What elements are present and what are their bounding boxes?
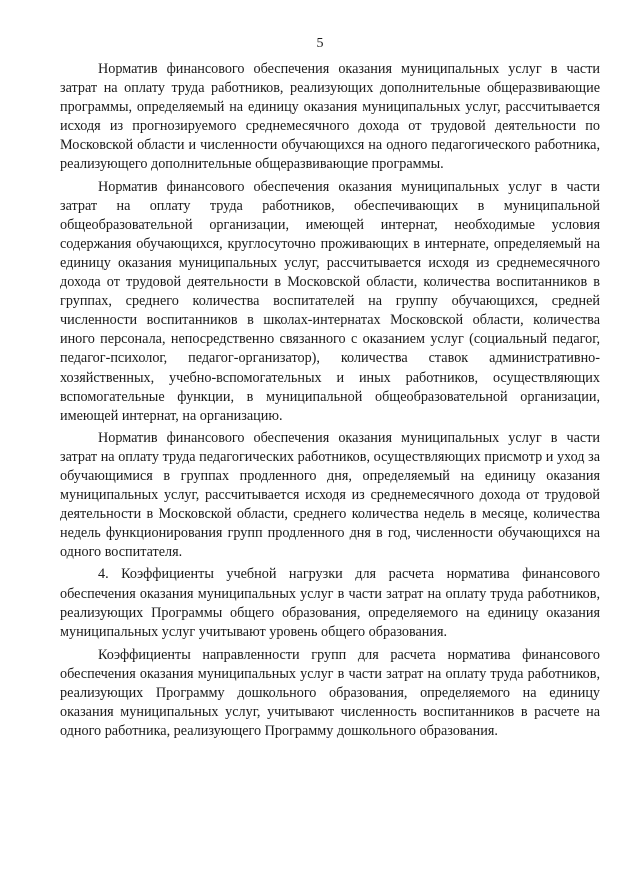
paragraph-additional-programs: Норматив финансового обеспечения оказания муниципальных услуг в части затрат на оплату труда работников, реализующих дополнительные общеразвивающие программы, определяемый на единицу оказания муниципальных услуг, рассчитывается исходя из прогнозируемого среднемесячного дохода от трудовой деятельности по Московской области и численности обучающихся на одного педагогического работника, реализующего дополнительные общеразвивающие программы. xyxy=(60,61,600,173)
paragraph-group-direction-coefficients: Коэффициенты направленности групп для расчета норматива финансового обеспечения оказания муниципальных услуг в части затрат на оплату труда работников, реализующих Программу дошкольного образования, определяемого на единицу оказания муниципальных услуг, учитывают численность воспитанников в расчете на одного работника, реализующего Программу дошкольного образования. xyxy=(60,646,600,740)
paragraph-teaching-load-coefficients: 4. Коэффициенты учебной нагрузки для расчета норматива финансового обеспечения оказания муниципальных услуг в части затрат на оплату труда работников, реализующих Программы общего образования, определяемого на единицу оказания муниципальных услуг учитывают уровень общего образования. xyxy=(60,566,600,640)
paragraph-boarding-school: Норматив финансового обеспечения оказания муниципальных услуг в части затрат на оплату труда работников, обеспечивающих в муниципальной общеобразовательной организации, имеющей интернат, необходимые условия содержания обучающихся, круглосуточно проживающих в интернате, определяемый на единицу оказания муниципальных услуг, рассчитывается исходя из среднемесячного дохода от трудовой деятельности в Московской области, количества воспитанников в группах, среднего количества воспитателей на группу обучающихся, средней численности воспитанников в школах-интернатах Московской области, количества иного персонала, непосредственно связанного с оказанием услуг (социальный педагог, педагог-психолог, педагог-организатор), количества ставок административно-хозяйственных, учебно-вспомогательных и иных работников, осуществляющих вспомогательные функции, в муниципальной общеобразовательной организации, имеющей интернат, на организацию. xyxy=(60,178,600,424)
document-body xyxy=(60,60,600,744)
paragraph-extended-day: Норматив финансового обеспечения оказания муниципальных услуг в части затрат на оплату труда педагогических работников, осуществляющих присмотр и уход за обучающимися в группах продленного дня, определяемый на единицу оказания муниципальных услуг, рассчитывается исходя из среднемесячного дохода от трудовой деятельности в Московской области, среднего количества недель в месяце, количества недель функционирования групп продленного дня в год, численности обучающихся на одного воспитателя. xyxy=(60,429,600,561)
page-number: 5 xyxy=(316,36,324,51)
